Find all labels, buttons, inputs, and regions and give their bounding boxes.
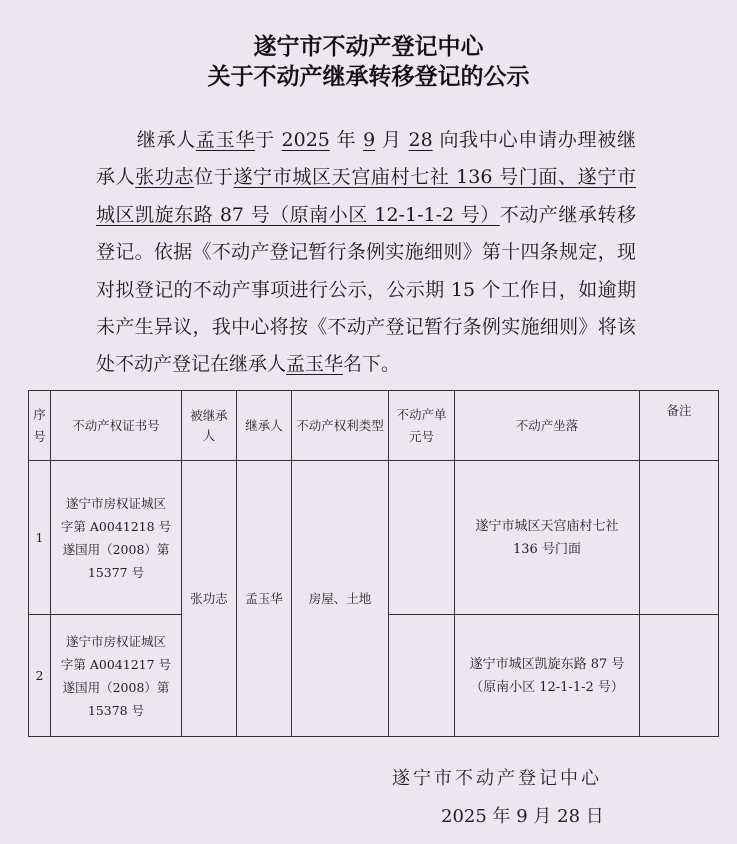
row2-location [455, 615, 640, 737]
body-text-8: 名下。 [343, 353, 401, 376]
shared-deceased: 张功志 [182, 461, 237, 737]
heir-name: 孟玉华 [195, 129, 256, 151]
table-header-row [29, 391, 719, 461]
body-text-1: 继承人 [136, 129, 196, 151]
row2-cert [51, 615, 182, 737]
row2-cert-line4: 15378 号 [87, 702, 145, 718]
apply-year: 2025 [281, 129, 330, 151]
row1-cert-line2: 字第 A0041218 号 [60, 518, 172, 534]
deceased-name: 张功志 [135, 166, 195, 189]
header-cert: 不动产权证书号 [51, 391, 182, 461]
row2-cert-line2: 字第 A0041217 号 [60, 656, 172, 672]
header-location: 不动产坐落 [455, 391, 640, 461]
row2-seq: 2 [29, 615, 51, 737]
body-text-6: 位于 [194, 166, 234, 189]
body-text-3: 年 [329, 129, 364, 151]
row1-seq: 1 [29, 461, 51, 615]
header-deceased: 被继承人 [182, 391, 237, 461]
body-text-4: 月 [375, 129, 409, 151]
row1-unit-no [389, 461, 455, 615]
header-note: 备注 [640, 391, 719, 461]
notice-body [96, 122, 636, 384]
body-text-5: 向我中心申请办理被继承人 [96, 129, 636, 189]
row1-location [455, 461, 640, 615]
row1-cert [51, 461, 182, 615]
property-location: 遂宁市城区天宫庙村七社 136 号门面、遂宁市城区凯旋东路 87 号（原南小区 12-1-1-2 号） [96, 166, 636, 226]
shared-right-type: 房屋、土地 [292, 461, 389, 737]
row1-cert-line1: 遂宁市房权证城区 [65, 495, 166, 511]
row2-location-line2: （原南小区 12-1-1-2 号） [470, 679, 624, 695]
row2-unit-no [389, 615, 455, 737]
row2-note [640, 615, 719, 737]
body-text-2: 于 [255, 129, 282, 151]
apply-day: 28 [408, 129, 433, 151]
header-right-type: 不动产权利类型 [292, 391, 389, 461]
signature-org: 遂宁市不动产登记中心 [392, 768, 602, 789]
shared-heir: 孟玉华 [237, 461, 292, 737]
row1-location-line2: 136 号门面 [513, 541, 581, 557]
notice-title-line1: 遂宁市不动产登记中心 [253, 34, 484, 60]
header-unit-no: 不动产单元号 [389, 391, 455, 461]
notice-title-line2: 关于不动产继承转移登记的公示 [207, 64, 530, 90]
header-seq: 序号 [29, 391, 51, 461]
row2-cert-line3: 遂国用（2008）第 [62, 679, 170, 695]
row1-cert-line3: 遂国用（2008）第 [62, 541, 170, 557]
row1-note [640, 461, 719, 615]
property-table [28, 390, 719, 737]
row1-location-line1: 遂宁市城区天宫庙村七社 [475, 518, 619, 534]
body-text-7: 不动产继承转移登记。依据《不动产登记暂行条例实施细则》第十四条规定，现对拟登记的不动产事项进行公示，公示期 15 个工作日，如逾期未产生异议，我中心将按《不动产登记暂行条例实施细则》将该处不动产登记在继承人 [96, 203, 636, 376]
signature-date: 2025 年 9 月 28 日 [441, 806, 604, 827]
table-row [29, 461, 719, 615]
row2-location-line1: 遂宁市城区凯旋东路 87 号 [469, 656, 625, 672]
header-heir: 继承人 [237, 391, 292, 461]
apply-month: 9 [363, 129, 376, 151]
heir-name-2: 孟玉华 [286, 353, 344, 376]
row1-cert-line4: 15377 号 [87, 564, 145, 580]
row2-cert-line1: 遂宁市房权证城区 [65, 633, 166, 649]
